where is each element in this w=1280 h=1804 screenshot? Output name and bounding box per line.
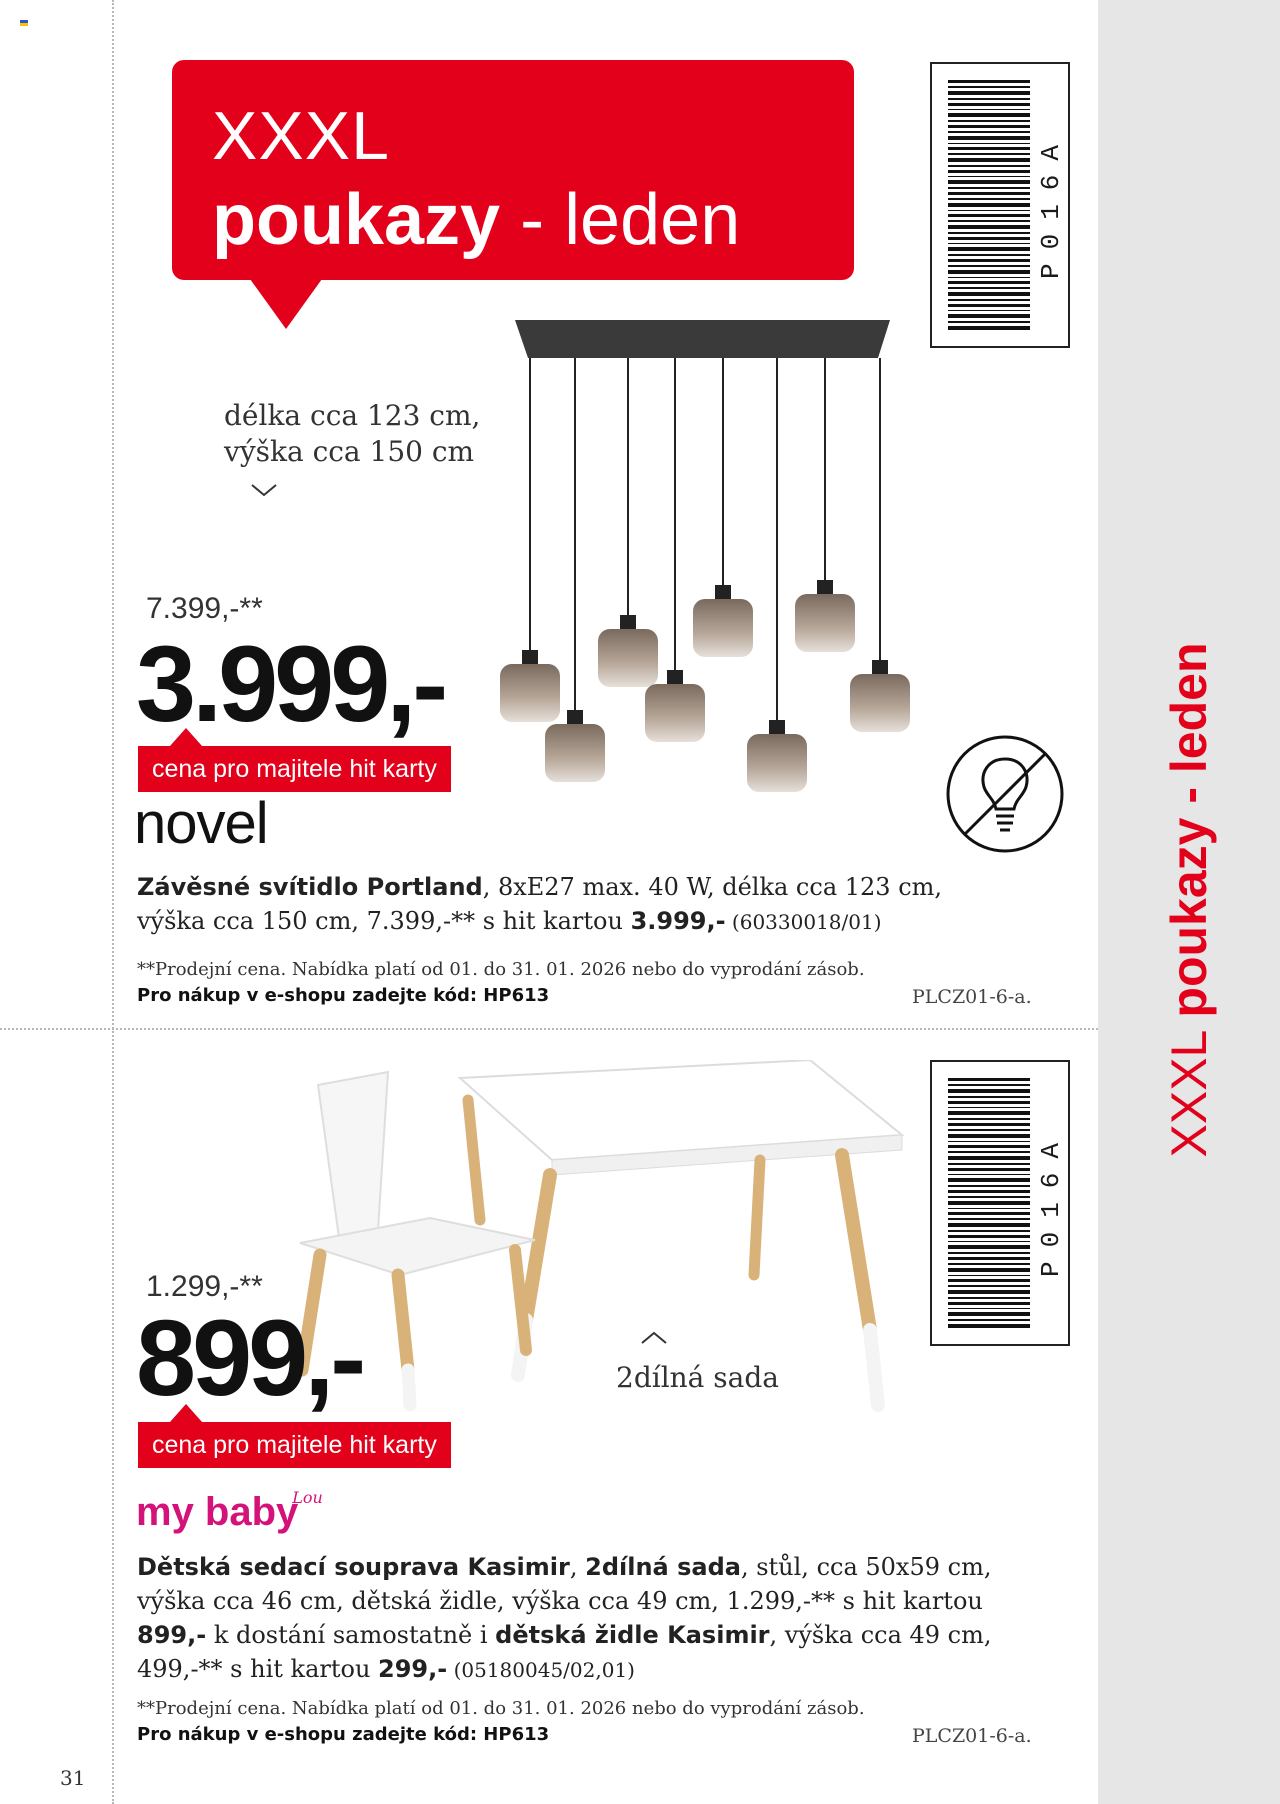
barcode-text: P016A [1036, 130, 1066, 280]
banner-pointer [250, 279, 322, 329]
dimensions-note: délka cca 123 cm, výška cca 150 cm [224, 399, 481, 468]
kids-table-chair-image [290, 1060, 910, 1430]
barcode-2 [930, 1060, 1070, 1346]
hit-price: 3.999,- [136, 623, 445, 744]
chevron-down-icon [250, 482, 278, 498]
hit-price: 899,- [136, 1297, 363, 1418]
barcode-bars [948, 1078, 1030, 1328]
hit-card-label: cena pro majitele hit karty [138, 746, 451, 792]
banner-line1: XXXL [212, 98, 390, 174]
brand-logo-mybaby: my baby$^{Lou}$ [136, 1488, 323, 1534]
ref-code: PLCZ01-6-a. [912, 986, 1032, 1008]
pendant-lamp-image [490, 315, 930, 815]
page-number: 31 [60, 1766, 86, 1790]
product-description: Dětská sedací souprava Kasimir, 2dílná sada, stůl, cca 50x59 cm, výška cca 46 cm, dětská židle, výška cca 49 cm, 1.299,-** s hit kartou 899,- k dostání samostatně i dětská židle Kasimir, výška cca 49 cm, 499,-** s hit kartou 299,- (05180045/02,01) [137, 1553, 992, 1683]
side-title: XXXL poukazy - leden [1161, 642, 1217, 1158]
flag-icon [20, 20, 28, 26]
chevron-up-icon [640, 1330, 668, 1346]
barcode-text: P016A [1036, 1128, 1066, 1278]
hit-card-label: cena pro majitele hit karty [138, 1422, 451, 1468]
promo-banner [172, 60, 854, 280]
ref-code: PLCZ01-6-a. [912, 1725, 1032, 1747]
barcode-bars [948, 80, 1030, 330]
brand-logo-novel: novel [134, 791, 268, 856]
old-price: 7.399,-** [146, 592, 263, 625]
fine-print: **Prodejní cena. Nabídka platí od 01. do 31. 01. 2026 nebo do vyprodání zásob. Pro nákup v e-shopu zadejte kód: HP613 [137, 959, 865, 1006]
barcode-1 [930, 62, 1070, 348]
set-label: 2dílná sada [616, 1361, 779, 1394]
product-description: Závěsné svítidlo Portland, 8xE27 max. 40 W, délka cca 123 cm, výška cca 150 cm, 7.399,-** s hit kartou 3.999,- (60330018/01) [137, 873, 943, 935]
label-pointer [170, 1404, 202, 1422]
old-price: 1.299,-** [146, 1270, 263, 1303]
fine-print: **Prodejní cena. Nabídka platí od 01. do 31. 01. 2026 nebo do vyprodání zásob. Pro nákup v e-shopu zadejte kód: HP613 [137, 1698, 865, 1745]
cut-line-vertical [112, 0, 114, 1804]
banner-line2: poukazy - leden [212, 180, 741, 260]
label-pointer [170, 728, 202, 746]
no-bulb-icon [944, 733, 1066, 855]
cut-line-horizontal [0, 1028, 1098, 1030]
